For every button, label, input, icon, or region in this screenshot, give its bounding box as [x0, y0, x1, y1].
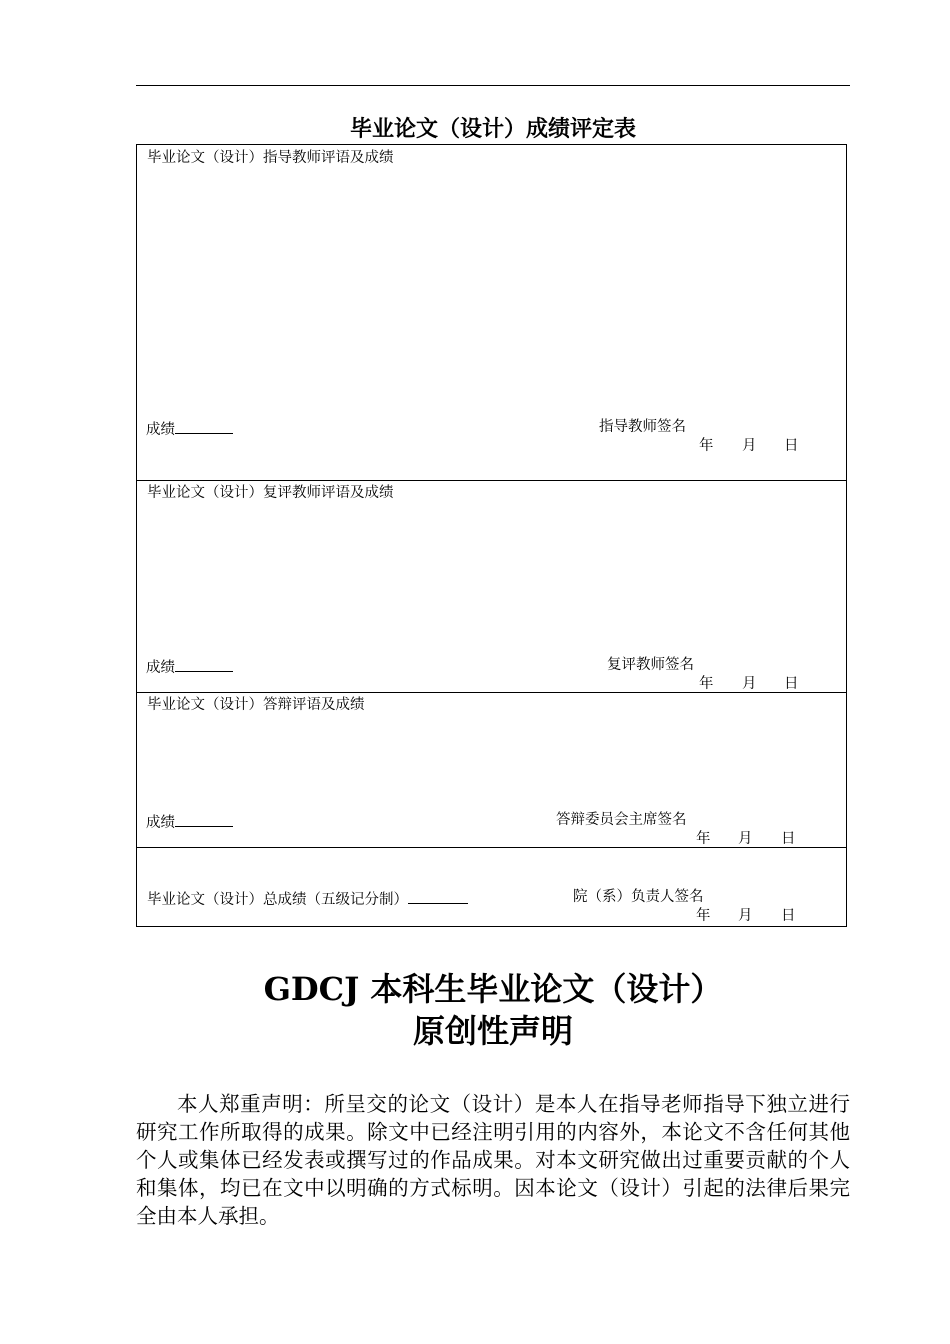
- signature-label: 指导教师签名: [599, 419, 686, 435]
- grade-field[interactable]: [146, 418, 233, 439]
- form-title: 毕业论文（设计）成绩评定表: [349, 116, 636, 142]
- grade-field[interactable]: [146, 811, 233, 832]
- signature-label: 院（系）负责人签名: [573, 889, 704, 905]
- grade-blank[interactable]: [175, 656, 233, 672]
- date-day: 日: [784, 676, 799, 692]
- date-day: 日: [781, 908, 796, 924]
- date-month: 月: [738, 831, 753, 847]
- grade-form-table: [136, 144, 847, 927]
- total-section: [137, 848, 846, 926]
- signature-label: 复评教师签名: [607, 657, 694, 673]
- grade-blank[interactable]: [175, 811, 233, 827]
- date-year: 年: [699, 438, 714, 454]
- date-month: 月: [742, 438, 757, 454]
- grade-label: 成绩: [146, 815, 175, 831]
- section-heading: 毕业论文（设计）答辩评语及成绩: [147, 697, 365, 713]
- declaration-title: GDCJ 本科生毕业论文（设计）: [263, 970, 723, 1008]
- declaration-subtitle: 原创性声明: [412, 1012, 573, 1050]
- grade-blank[interactable]: [175, 418, 233, 434]
- declaration-body: [136, 1090, 850, 1230]
- date-day: 日: [781, 831, 796, 847]
- date-month: 月: [742, 676, 757, 692]
- declaration-paragraph: 本人郑重声明：所呈交的论文（设计）是本人在指导老师指导下独立进行研究工作所取得的成果。除文中已经注明引用的内容外，本论文不含任何其他个人或集体已经发表或撰写过的作品成果。对本文研究做出过重要贡献的个人和集体，均已在文中以明确的方式标明。因本论文（设计）引起的法律后果完全由本人承担。: [136, 1092, 850, 1228]
- grade-field[interactable]: [146, 656, 233, 677]
- section-heading: 毕业论文（设计）指导教师评语及成绩: [147, 150, 394, 166]
- section-heading: 毕业论文（设计）总成绩（五级记分制）: [147, 892, 408, 908]
- date-year: 年: [696, 908, 711, 924]
- signature-label: 答辩委员会主席签名: [556, 812, 687, 828]
- reviewer-section: [137, 481, 846, 693]
- date-month: 月: [738, 908, 753, 924]
- section-heading: 毕业论文（设计）复评教师评语及成绩: [147, 485, 394, 501]
- defense-section: [137, 693, 846, 848]
- grade-label: 成绩: [146, 422, 175, 438]
- total-grade-blank[interactable]: [408, 888, 468, 904]
- date-year: 年: [699, 676, 714, 692]
- date-year: 年: [696, 831, 711, 847]
- total-grade-field[interactable]: [147, 888, 468, 909]
- date-day: 日: [784, 438, 799, 454]
- grade-label: 成绩: [146, 660, 175, 676]
- advisor-section: [137, 145, 846, 481]
- header-rule: [136, 85, 850, 86]
